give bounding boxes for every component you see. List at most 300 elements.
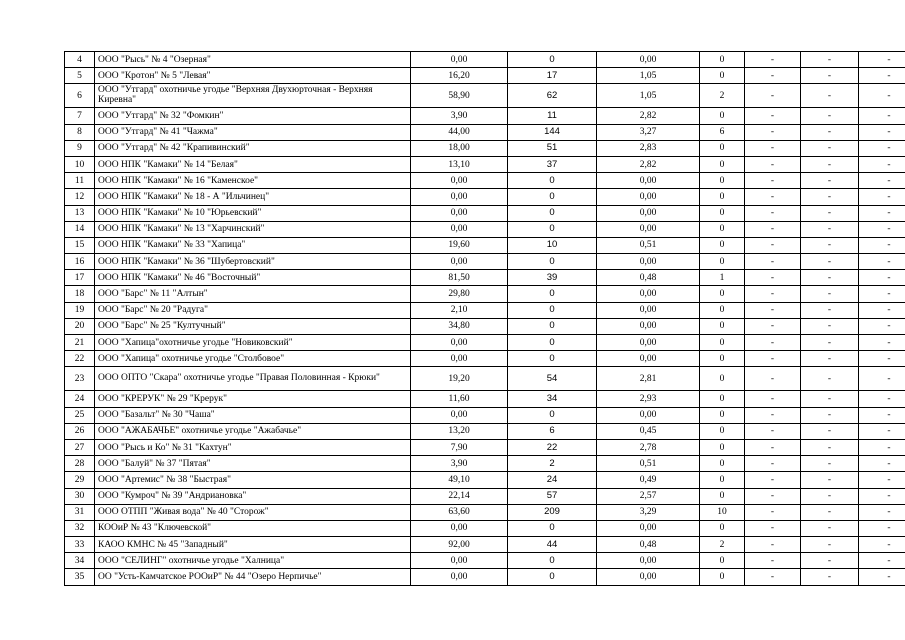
row-number-cell: 5 [65, 68, 95, 84]
table-row [65, 391, 905, 407]
row-number-cell: 8 [65, 124, 95, 140]
table-row [65, 108, 905, 124]
col8-cell: - [801, 569, 859, 585]
col6-cell: 0 [700, 156, 745, 172]
col7-cell: - [745, 221, 801, 237]
col9-cell: - [859, 472, 905, 488]
table-row [65, 189, 905, 205]
col6-cell: 0 [700, 286, 745, 302]
col6-cell: 0 [700, 140, 745, 156]
col6-cell: 0 [700, 520, 745, 536]
ratio-cell: 0,00 [597, 52, 700, 68]
ratio-cell: 0,48 [597, 537, 700, 553]
value-cell: 0,00 [411, 407, 508, 423]
value-cell: 16,20 [411, 68, 508, 84]
count-cell: 144 [508, 124, 597, 140]
count-cell: 0 [508, 221, 597, 237]
name-cell: ООО НПК "Камаки" № 46 "Восточный" [95, 270, 411, 286]
col7-cell: - [745, 456, 801, 472]
name-cell: ООО НПК "Камаки" № 18 - А "Ильчинец" [95, 189, 411, 205]
value-cell: 0,00 [411, 335, 508, 351]
count-cell: 0 [508, 189, 597, 205]
count-cell: 0 [508, 520, 597, 536]
name-cell: ООО ОПТО "Скара" охотничье угодье "Правая Половинная - Крюки" [95, 367, 411, 391]
row-number-cell: 12 [65, 189, 95, 205]
col9-cell: - [859, 156, 905, 172]
col7-cell: - [745, 173, 801, 189]
col7-cell: - [745, 156, 801, 172]
table-row [65, 254, 905, 270]
name-cell: ООО НПК "Камаки" № 10 "Юрьевский" [95, 205, 411, 221]
col9-cell: - [859, 140, 905, 156]
col7-cell: - [745, 520, 801, 536]
name-cell: ООО НПК "Камаки" № 36 "Шубертовский" [95, 254, 411, 270]
value-cell: 0,00 [411, 205, 508, 221]
table-row [65, 52, 905, 68]
name-cell: ОО "Усть-Камчатское РООиР" № 44 "Озеро Нерпичье" [95, 569, 411, 585]
table-row [65, 237, 905, 253]
ratio-cell: 0,00 [597, 520, 700, 536]
table-row [65, 68, 905, 84]
col7-cell: - [745, 205, 801, 221]
row-number-cell: 6 [65, 84, 95, 108]
row-number-cell: 20 [65, 318, 95, 334]
col7-cell: - [745, 68, 801, 84]
ratio-cell: 0,00 [597, 553, 700, 569]
table-row [65, 173, 905, 189]
name-cell: ООО НПК "Камаки" № 33 "Хапица" [95, 237, 411, 253]
ratio-cell: 2,81 [597, 367, 700, 391]
row-number-cell: 29 [65, 472, 95, 488]
count-cell: 0 [508, 173, 597, 189]
count-cell: 10 [508, 237, 597, 253]
table-row [65, 439, 905, 455]
col9-cell: - [859, 439, 905, 455]
col9-cell: - [859, 504, 905, 520]
ratio-cell: 3,27 [597, 124, 700, 140]
value-cell: 58,90 [411, 84, 508, 108]
row-number-cell: 24 [65, 391, 95, 407]
col6-cell: 0 [700, 488, 745, 504]
col8-cell: - [801, 140, 859, 156]
col6-cell: 0 [700, 68, 745, 84]
row-number-cell: 27 [65, 439, 95, 455]
value-cell: 0,00 [411, 351, 508, 367]
table-row [65, 124, 905, 140]
col6-cell: 0 [700, 439, 745, 455]
col8-cell: - [801, 367, 859, 391]
value-cell: 11,60 [411, 391, 508, 407]
col6-cell: 0 [700, 569, 745, 585]
value-cell: 0,00 [411, 189, 508, 205]
col8-cell: - [801, 302, 859, 318]
col8-cell: - [801, 520, 859, 536]
col7-cell: - [745, 367, 801, 391]
col7-cell: - [745, 439, 801, 455]
col7-cell: - [745, 391, 801, 407]
col6-cell: 0 [700, 407, 745, 423]
col6-cell: 2 [700, 537, 745, 553]
col9-cell: - [859, 108, 905, 124]
table-row [65, 335, 905, 351]
table-row [65, 140, 905, 156]
col8-cell: - [801, 254, 859, 270]
count-cell: 0 [508, 351, 597, 367]
col7-cell: - [745, 84, 801, 108]
col7-cell: - [745, 318, 801, 334]
col9-cell: - [859, 189, 905, 205]
ratio-cell: 0,00 [597, 569, 700, 585]
row-number-cell: 17 [65, 270, 95, 286]
row-number-cell: 19 [65, 302, 95, 318]
col8-cell: - [801, 423, 859, 439]
name-cell: КАОО КМНС № 45 "Западный" [95, 537, 411, 553]
count-cell: 44 [508, 537, 597, 553]
name-cell: КООиР № 43 "Ключевской" [95, 520, 411, 536]
col6-cell: 10 [700, 504, 745, 520]
ratio-cell: 1,05 [597, 68, 700, 84]
col6-cell: 2 [700, 84, 745, 108]
col8-cell: - [801, 156, 859, 172]
ratio-cell: 0,45 [597, 423, 700, 439]
col8-cell: - [801, 439, 859, 455]
count-cell: 39 [508, 270, 597, 286]
col6-cell: 0 [700, 318, 745, 334]
col6-cell: 0 [700, 472, 745, 488]
table-row [65, 488, 905, 504]
col7-cell: - [745, 286, 801, 302]
value-cell: 34,80 [411, 318, 508, 334]
col7-cell: - [745, 423, 801, 439]
col9-cell: - [859, 173, 905, 189]
count-cell: 0 [508, 52, 597, 68]
col7-cell: - [745, 52, 801, 68]
name-cell: ООО "Рысь и Ко" № 31 "Кахтун" [95, 439, 411, 455]
count-cell: 0 [508, 205, 597, 221]
name-cell: ООО НПК "Камаки" № 13 "Харчинский" [95, 221, 411, 237]
row-number-cell: 33 [65, 537, 95, 553]
row-number-cell: 26 [65, 423, 95, 439]
row-number-cell: 28 [65, 456, 95, 472]
count-cell: 6 [508, 423, 597, 439]
col9-cell: - [859, 84, 905, 108]
name-cell: ООО "Базальт" № 30 "Чаша" [95, 407, 411, 423]
row-number-cell: 14 [65, 221, 95, 237]
count-cell: 2 [508, 456, 597, 472]
col9-cell: - [859, 302, 905, 318]
col9-cell: - [859, 488, 905, 504]
ratio-cell: 2,82 [597, 108, 700, 124]
ratio-cell: 3,29 [597, 504, 700, 520]
col8-cell: - [801, 124, 859, 140]
col8-cell: - [801, 351, 859, 367]
table-row [65, 205, 905, 221]
row-number-cell: 4 [65, 52, 95, 68]
name-cell: ООО НПК "Камаки" № 14 "Белая" [95, 156, 411, 172]
value-cell: 0,00 [411, 254, 508, 270]
col7-cell: - [745, 407, 801, 423]
ratio-cell: 0,00 [597, 351, 700, 367]
name-cell: ООО "АЖАБАЧЬЕ" охотничье угодье "Ажабачье" [95, 423, 411, 439]
col9-cell: - [859, 367, 905, 391]
count-cell: 209 [508, 504, 597, 520]
name-cell: ООО "Хапица" охотничье угодье "Столбовое" [95, 351, 411, 367]
count-cell: 0 [508, 254, 597, 270]
value-cell: 3,90 [411, 456, 508, 472]
table-row [65, 302, 905, 318]
col9-cell: - [859, 286, 905, 302]
value-cell: 19,20 [411, 367, 508, 391]
name-cell: ООО "Балуй" № 37 "Пятая" [95, 456, 411, 472]
col9-cell: - [859, 407, 905, 423]
ratio-cell: 0,00 [597, 173, 700, 189]
count-cell: 0 [508, 302, 597, 318]
ratio-cell: 0,00 [597, 318, 700, 334]
col9-cell: - [859, 553, 905, 569]
value-cell: 29,80 [411, 286, 508, 302]
value-cell: 0,00 [411, 173, 508, 189]
table-row [65, 367, 905, 391]
col8-cell: - [801, 391, 859, 407]
col7-cell: - [745, 537, 801, 553]
value-cell: 22,14 [411, 488, 508, 504]
name-cell: ООО НПК "Камаки" № 16 "Каменское" [95, 173, 411, 189]
table-row [65, 456, 905, 472]
row-number-cell: 9 [65, 140, 95, 156]
name-cell: ООО ОТПП "Живая вода" № 40 "Сторож" [95, 504, 411, 520]
col8-cell: - [801, 504, 859, 520]
ratio-cell: 0,00 [597, 189, 700, 205]
row-number-cell: 22 [65, 351, 95, 367]
table-row [65, 221, 905, 237]
col7-cell: - [745, 108, 801, 124]
ratio-cell: 0,00 [597, 335, 700, 351]
count-cell: 0 [508, 407, 597, 423]
table-row [65, 156, 905, 172]
ratio-cell: 0,00 [597, 286, 700, 302]
col9-cell: - [859, 205, 905, 221]
col8-cell: - [801, 108, 859, 124]
row-number-cell: 16 [65, 254, 95, 270]
col9-cell: - [859, 569, 905, 585]
data-table [64, 51, 905, 586]
col6-cell: 0 [700, 254, 745, 270]
col9-cell: - [859, 335, 905, 351]
name-cell: ООО "Кротон" № 5 "Левая" [95, 68, 411, 84]
row-number-cell: 18 [65, 286, 95, 302]
count-cell: 11 [508, 108, 597, 124]
ratio-cell: 0,00 [597, 254, 700, 270]
value-cell: 0,00 [411, 553, 508, 569]
table-row [65, 270, 905, 286]
col9-cell: - [859, 221, 905, 237]
value-cell: 18,00 [411, 140, 508, 156]
col6-cell: 1 [700, 270, 745, 286]
table-body [65, 52, 905, 586]
col8-cell: - [801, 286, 859, 302]
col7-cell: - [745, 472, 801, 488]
name-cell: ООО "Кумроч" № 39 "Андриановка" [95, 488, 411, 504]
value-cell: 3,90 [411, 108, 508, 124]
col6-cell: 0 [700, 221, 745, 237]
row-number-cell: 32 [65, 520, 95, 536]
value-cell: 49,10 [411, 472, 508, 488]
count-cell: 34 [508, 391, 597, 407]
col6-cell: 0 [700, 367, 745, 391]
count-cell: 0 [508, 318, 597, 334]
col7-cell: - [745, 553, 801, 569]
col7-cell: - [745, 335, 801, 351]
col7-cell: - [745, 351, 801, 367]
row-number-cell: 11 [65, 173, 95, 189]
count-cell: 0 [508, 553, 597, 569]
col8-cell: - [801, 173, 859, 189]
count-cell: 57 [508, 488, 597, 504]
table-row [65, 318, 905, 334]
col6-cell: 0 [700, 52, 745, 68]
col7-cell: - [745, 488, 801, 504]
col6-cell: 0 [700, 351, 745, 367]
name-cell: ООО "КРЕРУК" № 29 "Крерук" [95, 391, 411, 407]
count-cell: 62 [508, 84, 597, 108]
col8-cell: - [801, 488, 859, 504]
table-row [65, 504, 905, 520]
ratio-cell: 0,51 [597, 237, 700, 253]
ratio-cell: 0,48 [597, 270, 700, 286]
name-cell: ООО "Утгард" охотничье угодье "Верхняя Двухюрточная - Верхняя Киревна" [95, 84, 411, 108]
ratio-cell: 0,00 [597, 407, 700, 423]
col9-cell: - [859, 237, 905, 253]
col8-cell: - [801, 472, 859, 488]
count-cell: 0 [508, 335, 597, 351]
col8-cell: - [801, 407, 859, 423]
col6-cell: 0 [700, 423, 745, 439]
row-number-cell: 35 [65, 569, 95, 585]
col6-cell: 0 [700, 189, 745, 205]
count-cell: 17 [508, 68, 597, 84]
col9-cell: - [859, 270, 905, 286]
table-row [65, 553, 905, 569]
col6-cell: 0 [700, 173, 745, 189]
table-row [65, 407, 905, 423]
col7-cell: - [745, 140, 801, 156]
count-cell: 0 [508, 569, 597, 585]
col9-cell: - [859, 391, 905, 407]
row-number-cell: 34 [65, 553, 95, 569]
ratio-cell: 2,93 [597, 391, 700, 407]
col7-cell: - [745, 504, 801, 520]
row-number-cell: 15 [65, 237, 95, 253]
table-row [65, 84, 905, 108]
ratio-cell: 2,83 [597, 140, 700, 156]
count-cell: 51 [508, 140, 597, 156]
col7-cell: - [745, 270, 801, 286]
col8-cell: - [801, 189, 859, 205]
col7-cell: - [745, 124, 801, 140]
name-cell: ООО "Утгард" № 41 "Чажма" [95, 124, 411, 140]
row-number-cell: 10 [65, 156, 95, 172]
value-cell: 0,00 [411, 221, 508, 237]
ratio-cell: 2,78 [597, 439, 700, 455]
col9-cell: - [859, 254, 905, 270]
col6-cell: 0 [700, 335, 745, 351]
value-cell: 81,50 [411, 270, 508, 286]
col7-cell: - [745, 189, 801, 205]
col9-cell: - [859, 68, 905, 84]
value-cell: 19,60 [411, 237, 508, 253]
col6-cell: 0 [700, 302, 745, 318]
table-row [65, 569, 905, 585]
ratio-cell: 0,00 [597, 205, 700, 221]
col8-cell: - [801, 537, 859, 553]
name-cell: ООО "Барс" № 20 "Радуга" [95, 302, 411, 318]
col6-cell: 0 [700, 553, 745, 569]
table-row [65, 472, 905, 488]
col6-cell: 0 [700, 108, 745, 124]
count-cell: 22 [508, 439, 597, 455]
table-row [65, 423, 905, 439]
value-cell: 7,90 [411, 439, 508, 455]
col8-cell: - [801, 270, 859, 286]
ratio-cell: 0,49 [597, 472, 700, 488]
col9-cell: - [859, 537, 905, 553]
col8-cell: - [801, 553, 859, 569]
document-page [64, 51, 891, 586]
ratio-cell: 0,00 [597, 302, 700, 318]
ratio-cell: 2,57 [597, 488, 700, 504]
table-row [65, 537, 905, 553]
row-number-cell: 23 [65, 367, 95, 391]
value-cell: 63,60 [411, 504, 508, 520]
value-cell: 13,20 [411, 423, 508, 439]
value-cell: 13,10 [411, 156, 508, 172]
col6-cell: 0 [700, 205, 745, 221]
value-cell: 2,10 [411, 302, 508, 318]
table-row [65, 286, 905, 302]
row-number-cell: 25 [65, 407, 95, 423]
col9-cell: - [859, 318, 905, 334]
table-row [65, 520, 905, 536]
name-cell: ООО "Барс" № 11 "Алтын" [95, 286, 411, 302]
name-cell: ООО "Артемис" № 38 "Быстрая" [95, 472, 411, 488]
count-cell: 37 [508, 156, 597, 172]
value-cell: 92,00 [411, 537, 508, 553]
col6-cell: 0 [700, 237, 745, 253]
col8-cell: - [801, 335, 859, 351]
col8-cell: - [801, 52, 859, 68]
col8-cell: - [801, 221, 859, 237]
col9-cell: - [859, 520, 905, 536]
col9-cell: - [859, 124, 905, 140]
name-cell: ООО "Рысь" № 4 "Озерная" [95, 52, 411, 68]
col6-cell: 0 [700, 456, 745, 472]
col7-cell: - [745, 302, 801, 318]
ratio-cell: 0,51 [597, 456, 700, 472]
col6-cell: 0 [700, 391, 745, 407]
ratio-cell: 1,05 [597, 84, 700, 108]
value-cell: 0,00 [411, 569, 508, 585]
row-number-cell: 31 [65, 504, 95, 520]
count-cell: 24 [508, 472, 597, 488]
ratio-cell: 0,00 [597, 221, 700, 237]
col9-cell: - [859, 423, 905, 439]
name-cell: ООО "СЕЛИНГ" охотничье угодье "Халница" [95, 553, 411, 569]
value-cell: 0,00 [411, 52, 508, 68]
name-cell: ООО "Барс" № 25 "Култучный" [95, 318, 411, 334]
ratio-cell: 2,82 [597, 156, 700, 172]
name-cell: ООО "Утгард" № 32 "Фомкин" [95, 108, 411, 124]
row-number-cell: 7 [65, 108, 95, 124]
